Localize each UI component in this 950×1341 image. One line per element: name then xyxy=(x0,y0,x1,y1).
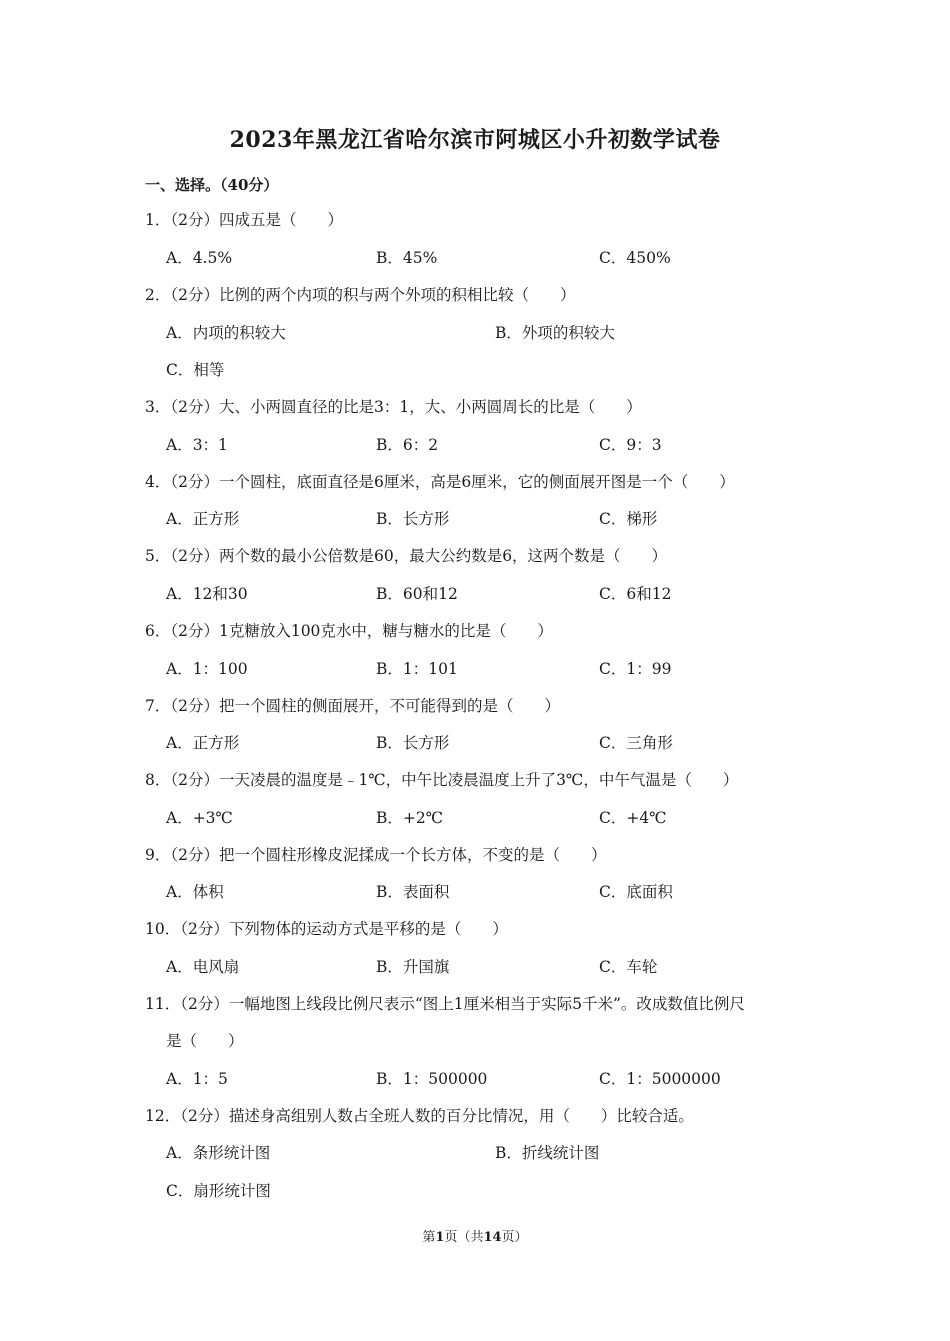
q7-option-b: B．长方形 xyxy=(376,734,450,752)
q1-option-b: B．45% xyxy=(376,249,438,267)
q9-option-c: C．底面积 xyxy=(599,883,673,901)
q10-option-c: C．车轮 xyxy=(599,958,658,976)
page-title: 2023年黑龙江省哈尔滨市阿城区小升初数学试卷 xyxy=(229,127,721,153)
question-2: 2．（2分）比例的两个内项的积与两个外项的积相比较（ ） xyxy=(145,286,576,304)
footer-prefix: 第 xyxy=(422,1230,436,1245)
q2-option-a: A．内项的积较大 xyxy=(166,324,286,342)
question-11-continuation: 是（ ） xyxy=(166,1032,244,1050)
q6-option-b: B．1：101 xyxy=(376,660,458,678)
q7-option-c: C．三角形 xyxy=(599,734,673,752)
q7-option-a: A．正方形 xyxy=(166,734,240,752)
question-6: 6．（2分）1克糖放入100克水中，糖与糖水的比是（ ） xyxy=(145,622,553,640)
q4-option-a: A．正方形 xyxy=(166,510,240,528)
footer-page-number: 1 xyxy=(435,1230,445,1245)
q11-option-a: A．1：5 xyxy=(166,1070,228,1088)
q2-option-b: B．外项的积较大 xyxy=(495,324,615,342)
question-1: 1．（2分）四成五是（ ） xyxy=(145,211,343,229)
q6-option-a: A．1：100 xyxy=(166,660,248,678)
q3-option-b: B．6：2 xyxy=(376,436,439,454)
question-12: 12．（2分）描述身高组别人数占全班人数的百分比情况，用（ ）比较合适。 xyxy=(145,1107,694,1125)
q9-option-a: A．体积 xyxy=(166,883,224,901)
question-3: 3．（2分）大、小两圆直径的比是3：1，大、小两圆周长的比是（ ） xyxy=(145,398,642,416)
q8-option-a: A．+3℃ xyxy=(166,809,233,827)
question-9: 9．（2分）把一个圆柱形橡皮泥揉成一个长方体，不变的是（ ） xyxy=(145,846,607,864)
footer-total-pages: 14 xyxy=(483,1230,502,1245)
q4-option-b: B．长方形 xyxy=(376,510,450,528)
footer-mid: 页（共 xyxy=(444,1230,484,1245)
q5-option-c: C．6和12 xyxy=(599,585,672,603)
q5-option-b: B．60和12 xyxy=(376,585,458,603)
page-footer xyxy=(0,1226,950,1245)
q12-option-c: C．扇形统计图 xyxy=(166,1182,271,1200)
q3-option-a: A．3：1 xyxy=(166,436,228,454)
q3-option-c: C．9：3 xyxy=(599,436,662,454)
q6-option-c: C．1：99 xyxy=(599,660,672,678)
question-7: 7．（2分）把一个圆柱的侧面展开，不可能得到的是（ ） xyxy=(145,697,560,715)
question-4: 4．（2分）一个圆柱，底面直径是6厘米，高是6厘米，它的侧面展开图是一个（ ） xyxy=(145,473,735,491)
q11-option-b: B．1：500000 xyxy=(376,1070,488,1088)
question-10: 10．（2分）下列物体的运动方式是平移的是（ ） xyxy=(145,920,508,938)
q8-option-c: C．+4℃ xyxy=(599,809,667,827)
q5-option-a: A．12和30 xyxy=(166,585,248,603)
q4-option-c: C．梯形 xyxy=(599,510,658,528)
q8-option-b: B．+2℃ xyxy=(376,809,444,827)
q10-option-a: A．电风扇 xyxy=(166,958,240,976)
q12-option-b: B．折线统计图 xyxy=(495,1144,600,1162)
question-11: 11．（2分）一幅地图上线段比例尺表示“图上1厘米相当于实际5千米”。改成数值比例尺 xyxy=(145,995,745,1013)
q9-option-b: B．表面积 xyxy=(376,883,450,901)
q1-option-c: C．450% xyxy=(599,249,671,267)
question-5: 5．（2分）两个数的最小公倍数是60，最大公约数是6，这两个数是（ ） xyxy=(145,547,668,565)
q1-option-a: A．4.5% xyxy=(166,249,233,267)
q10-option-b: B．升国旗 xyxy=(376,958,450,976)
q11-option-c: C．1：5000000 xyxy=(599,1070,721,1088)
q2-option-c: C．相等 xyxy=(166,361,225,379)
q12-option-a: A．条形统计图 xyxy=(166,1144,271,1162)
section-heading: 一、选择。（40分） xyxy=(145,176,279,194)
question-8: 8．（2分）一天凌晨的温度是﹣1℃，中午比凌晨温度上升了3℃，中午气温是（ ） xyxy=(145,771,739,789)
footer-suffix: 页） xyxy=(501,1230,528,1245)
